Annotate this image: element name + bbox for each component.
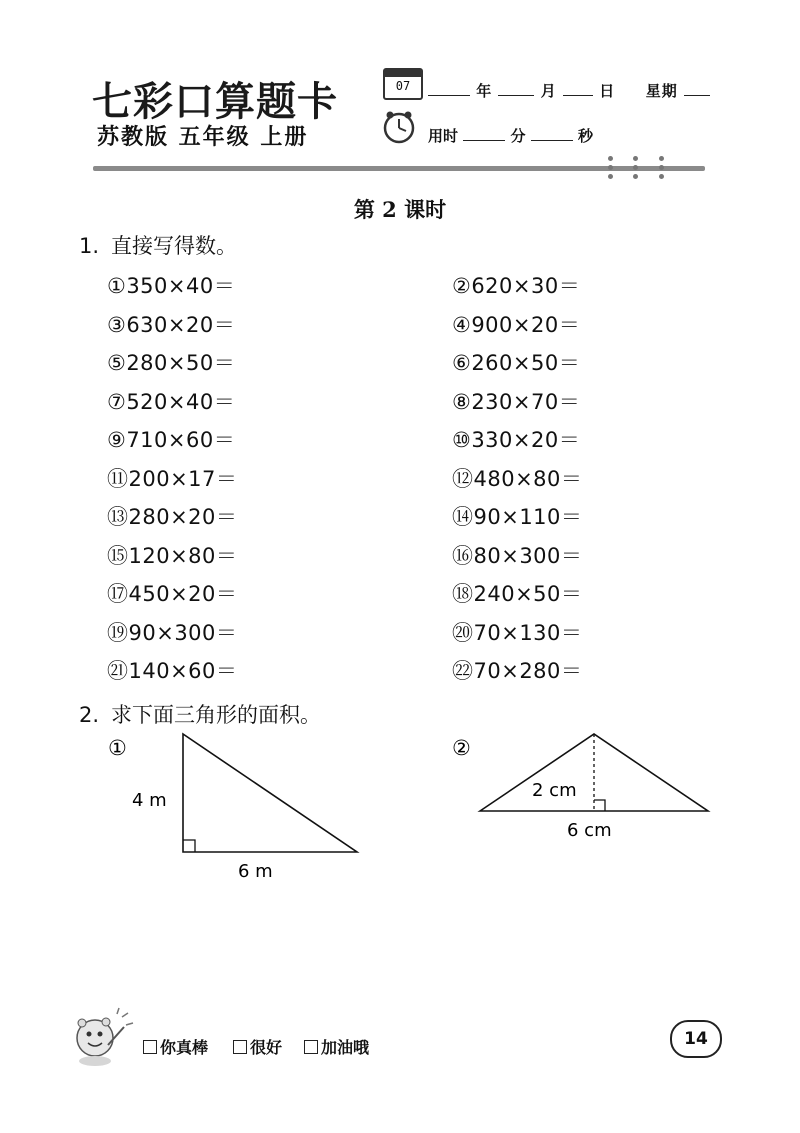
figure-2-base: 6 cm	[567, 820, 612, 841]
question-text: 求下面三角形的面积。	[111, 703, 322, 727]
problem-5: ⑤280×50＝	[107, 351, 236, 375]
problem-14: ⑭90×110＝	[452, 505, 583, 529]
lesson-title: 第 2 课时	[353, 197, 447, 222]
question-text: 直接写得数。	[111, 234, 238, 258]
rating-option-good[interactable]: 很好	[233, 1035, 282, 1058]
edition-label: 苏教版 五年级 上册	[97, 125, 309, 150]
figure-2-label: ②	[452, 736, 471, 760]
page-number: 14	[670, 1020, 722, 1058]
problem-4: ④900×20＝	[452, 313, 581, 337]
problem-12: ⑫480×80＝	[452, 467, 583, 491]
problem-22: ㉒70×280＝	[452, 659, 583, 683]
problem-18: ⑱240×50＝	[452, 582, 583, 606]
question-number: 2.	[79, 703, 100, 727]
figure-1-label: ①	[108, 736, 127, 760]
mascot-illustration	[70, 1005, 136, 1069]
checkbox[interactable]	[304, 1040, 318, 1054]
month-label: 月	[540, 82, 557, 100]
problem-15: ⑮120×80＝	[107, 544, 238, 568]
problem-8: ⑧230×70＝	[452, 390, 581, 414]
rating-option-keep-going[interactable]: 加油哦	[304, 1035, 369, 1058]
problem-6: ⑥260×50＝	[452, 351, 581, 375]
time-label: 用时	[428, 127, 459, 145]
weekday-label: 星期	[645, 82, 678, 100]
right-triangle	[183, 734, 357, 852]
brand-title: 七彩口算题卡	[92, 78, 338, 125]
checkbox[interactable]	[143, 1040, 157, 1054]
problem-11: ⑪200×17＝	[107, 467, 238, 491]
problem-3: ③630×20＝	[107, 313, 236, 337]
minutes-label: 分	[510, 127, 526, 145]
calendar-number: 07	[395, 79, 411, 93]
problem-1: ①350×40＝	[107, 274, 236, 298]
checkbox[interactable]	[233, 1040, 247, 1054]
year-label: 年	[476, 82, 493, 100]
rating-option-great[interactable]: 你真棒	[143, 1035, 208, 1058]
right-angle-mark	[183, 840, 195, 852]
problem-19: ⑲90×300＝	[107, 621, 238, 645]
right-angle-mark	[594, 800, 605, 811]
problem-9: ⑨710×60＝	[107, 428, 236, 452]
figure-2-height: 2 cm	[532, 780, 577, 801]
problem-21: ㉑140×60＝	[107, 659, 238, 683]
problem-17: ⑰450×20＝	[107, 582, 238, 606]
problem-10: ⑩330×20＝	[452, 428, 581, 452]
figure-1-base: 6 m	[238, 861, 273, 882]
day-label: 日	[599, 82, 616, 100]
problem-13: ⑬280×20＝	[107, 505, 238, 529]
seconds-label: 秒	[577, 127, 593, 145]
problem-2: ②620×30＝	[452, 274, 581, 298]
problem-16: ⑯80×300＝	[452, 544, 583, 568]
problem-7: ⑦520×40＝	[107, 390, 236, 414]
question-number: 1.	[79, 234, 100, 258]
problem-20: ⑳70×130＝	[452, 621, 583, 645]
figure-1-height: 4 m	[132, 790, 167, 811]
